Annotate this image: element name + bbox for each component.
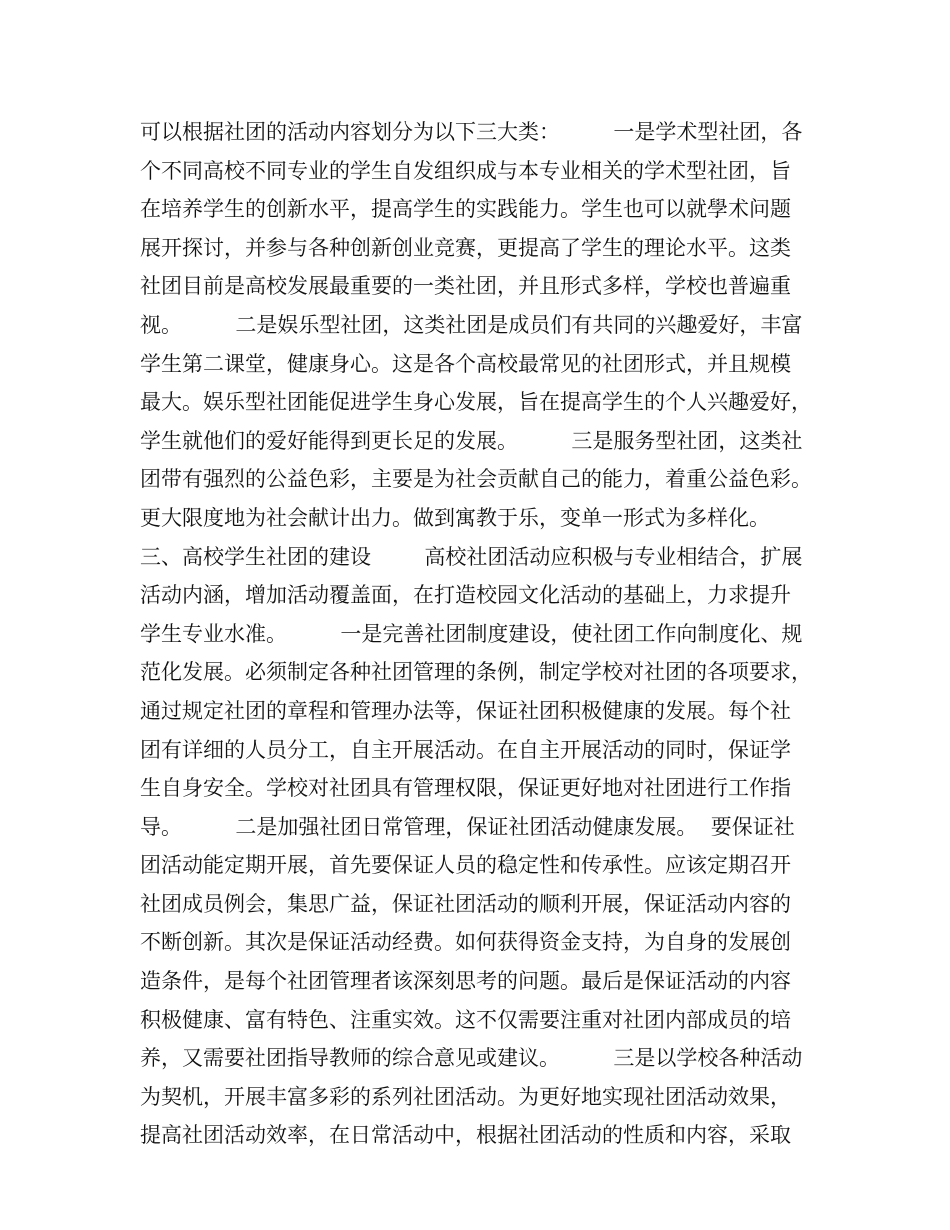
text-line: 为契机，开展丰富多彩的系列社团活动。为更好地实现社团活动效果， — [140, 1084, 791, 1109]
text-line: 生自身安全。学校对社团具有管理权限，保证更好地对社团进行工作指 — [140, 776, 791, 801]
text-line: 通过规定社团的章程和管理办法等，保证社团积极健康的发展。每个社 — [140, 698, 791, 723]
text-line: 最大。娱乐型社团能促进学生身心发展，旨在提高学生的个人兴趣爱好， — [140, 390, 812, 415]
text-line: 养，又需要社团指导教师的综合意见或建议。 三是以学校各种活动 — [140, 1046, 803, 1071]
text-line: 社团成员例会，集思广益，保证社团活动的顺利开展，保证活动内容的 — [140, 891, 791, 916]
text-line: 社团目前是高校发展最重要的一类社团，并且形式多样，学校也普遍重 — [140, 274, 791, 299]
text-line: 活动内涵，增加活动覆盖面，在打造校园文化活动的基础上，力求提升 — [140, 583, 791, 608]
text-line: 团带有强烈的公益色彩，主要是为社会贡献自己的能力，着重公益色彩。 — [140, 467, 812, 492]
text-line: 学生就他们的爱好能得到更长足的发展。 三是服务型社团，这类社 — [140, 428, 803, 453]
text-line: 更大限度地为社会献计出力。做到寓教于乐，变单一形式为多样化。 — [140, 505, 770, 530]
text-line: 提高社团活动效率，在日常活动中，根据社团活动的性质和内容，采取 — [140, 1123, 791, 1148]
text-line: 学生第二课堂，健康身心。这是各个高校最常见的社团形式，并且规模 — [140, 351, 791, 376]
text-line: 团有详细的人员分工，自主开展活动。在自主开展活动的同时，保证学 — [140, 737, 791, 762]
text-line: 导。 二是加强社团日常管理，保证社团活动健康发展。 要保证社 — [140, 814, 795, 839]
text-line: 个不同高校不同专业的学生自发组织成与本专业相关的学术型社团，旨 — [140, 158, 791, 183]
text-line: 团活动能定期开展，首先要保证人员的稳定性和传承性。应该定期召开 — [140, 853, 791, 878]
text-line: 在培养学生的创新水平，提高学生的实践能力。学生也可以就學术问题 — [140, 197, 791, 222]
text-line: 可以根据社团的活动内容划分为以下三大类： 一是学术型社团，各 — [140, 120, 803, 144]
text-line: 视。 二是娱乐型社团，这类社团是成员们有共同的兴趣爱好，丰富 — [140, 312, 803, 337]
text-line: 不断创新。其次是保证活动经费。如何获得资金支持，为自身的发展创 — [140, 930, 791, 955]
text-line: 展开探讨，并参与各种创新创业竞赛，更提高了学生的理论水平。这类 — [140, 235, 791, 260]
text-line: 积极健康、富有特色、注重实效。这不仅需要注重对社团内部成员的培 — [140, 1007, 791, 1032]
text-line: 学生专业水准。 一是完善社团制度建设，使社团工作向制度化、规 — [140, 621, 803, 646]
body-text — [140, 113, 830, 1155]
text-line: 范化发展。必须制定各种社团管理的条例，制定学校对社团的各项要求， — [140, 660, 812, 685]
text-line: 造条件，是每个社团管理者该深刻思考的问题。最后是保证活动的内容 — [140, 969, 791, 994]
text-line: 三、高校学生社团的建设 高校社团活动应积极与专业相结合，扩展 — [140, 544, 803, 569]
